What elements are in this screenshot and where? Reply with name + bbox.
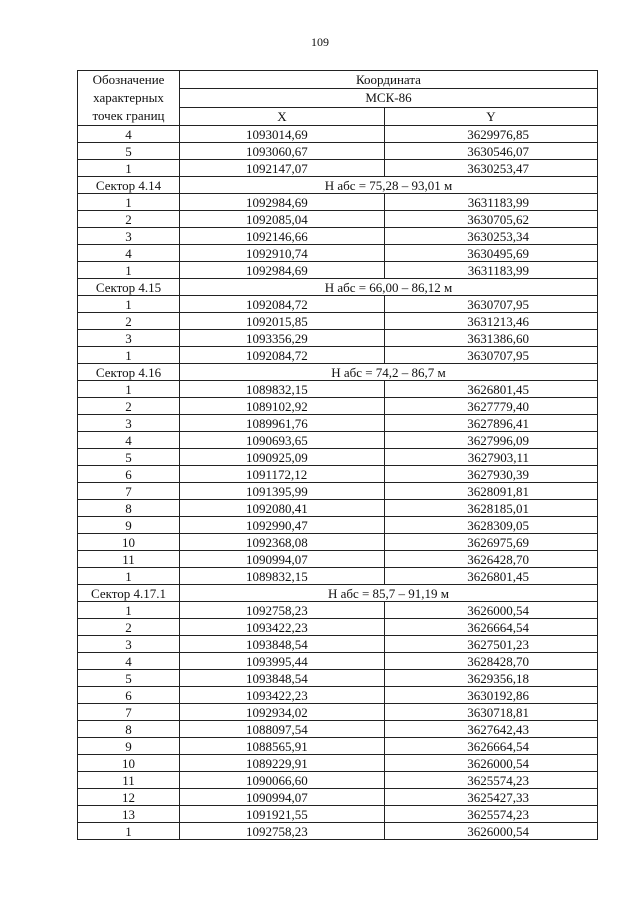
table-row xyxy=(78,823,598,840)
table-row xyxy=(78,211,598,228)
table-row xyxy=(78,296,598,313)
y-coordinate: 3625574,23 xyxy=(385,806,598,823)
table-row xyxy=(78,381,598,398)
x-coordinate: 1091395,99 xyxy=(180,483,385,500)
sector-row xyxy=(78,364,598,381)
point-number: 3 xyxy=(78,636,180,653)
y-coordinate: 3631213,46 xyxy=(385,313,598,330)
x-coordinate: 1088097,54 xyxy=(180,721,385,738)
y-coordinate: 3630253,47 xyxy=(385,160,598,177)
y-coordinate: 3625574,23 xyxy=(385,772,598,789)
y-coordinate: 3630718,81 xyxy=(385,704,598,721)
point-number: 2 xyxy=(78,211,180,228)
x-coordinate: 1092368,08 xyxy=(180,534,385,551)
y-coordinate: 3626664,54 xyxy=(385,738,598,755)
point-number: 1 xyxy=(78,568,180,585)
y-coordinate: 3630192,86 xyxy=(385,687,598,704)
sector-elevation: Н абс = 66,00 – 86,12 м xyxy=(180,279,598,296)
table-row xyxy=(78,500,598,517)
y-coordinate: 3626975,69 xyxy=(385,534,598,551)
sector-name: Сектор 4.17.1 xyxy=(78,585,180,602)
page-number: 109 xyxy=(311,35,329,49)
table-row xyxy=(78,517,598,534)
table-row xyxy=(78,789,598,806)
point-number: 4 xyxy=(78,126,180,143)
y-coordinate: 3631386,60 xyxy=(385,330,598,347)
sector-name: Сектор 4.16 xyxy=(78,364,180,381)
point-number: 9 xyxy=(78,517,180,534)
x-coordinate: 1088565,91 xyxy=(180,738,385,755)
x-coordinate: 1092934,02 xyxy=(180,704,385,721)
x-coordinate: 1089832,15 xyxy=(180,381,385,398)
table-row xyxy=(78,721,598,738)
x-coordinate: 1089229,91 xyxy=(180,755,385,772)
x-coordinate: 1093356,29 xyxy=(180,330,385,347)
y-coordinate: 3627930,39 xyxy=(385,466,598,483)
table-row xyxy=(78,160,598,177)
table-row xyxy=(78,670,598,687)
point-number: 2 xyxy=(78,398,180,415)
point-number: 1 xyxy=(78,347,180,364)
coordinate-system-header: МСК-86 xyxy=(180,89,598,107)
point-number: 12 xyxy=(78,789,180,806)
point-number: 5 xyxy=(78,143,180,160)
x-coordinate: 1090994,07 xyxy=(180,551,385,568)
table-row xyxy=(78,194,598,211)
x-header: X xyxy=(180,107,385,125)
sector-name: Сектор 4.15 xyxy=(78,279,180,296)
sector-elevation: Н абс = 85,7 – 91,19 м xyxy=(180,585,598,602)
point-number: 11 xyxy=(78,772,180,789)
x-coordinate: 1092758,23 xyxy=(180,602,385,619)
table-row xyxy=(78,755,598,772)
x-coordinate: 1092758,23 xyxy=(180,823,385,840)
table-row xyxy=(78,619,598,636)
point-number: 4 xyxy=(78,432,180,449)
table-row xyxy=(78,772,598,789)
table-row xyxy=(78,262,598,279)
point-number: 13 xyxy=(78,806,180,823)
sector-name: Сектор 4.14 xyxy=(78,177,180,194)
y-coordinate: 3628428,70 xyxy=(385,653,598,670)
x-coordinate: 1092085,04 xyxy=(180,211,385,228)
x-coordinate: 1092080,41 xyxy=(180,500,385,517)
point-number: 1 xyxy=(78,262,180,279)
point-number: 4 xyxy=(78,653,180,670)
y-coordinate: 3627779,40 xyxy=(385,398,598,415)
x-coordinate: 1091921,55 xyxy=(180,806,385,823)
x-coordinate: 1090066,60 xyxy=(180,772,385,789)
point-number: 2 xyxy=(78,313,180,330)
point-number: 2 xyxy=(78,619,180,636)
table-row xyxy=(78,143,598,160)
table-row xyxy=(78,534,598,551)
y-coordinate: 3630253,34 xyxy=(385,228,598,245)
y-coordinate: 3625427,33 xyxy=(385,789,598,806)
y-coordinate: 3626801,45 xyxy=(385,381,598,398)
table-row xyxy=(78,415,598,432)
y-coordinate: 3627501,23 xyxy=(385,636,598,653)
x-coordinate: 1093995,44 xyxy=(180,653,385,670)
point-number: 6 xyxy=(78,687,180,704)
point-number: 1 xyxy=(78,823,180,840)
table-row xyxy=(78,636,598,653)
point-number: 5 xyxy=(78,670,180,687)
x-coordinate: 1090925,09 xyxy=(180,449,385,466)
x-coordinate: 1089832,15 xyxy=(180,568,385,585)
x-coordinate: 1092984,69 xyxy=(180,194,385,211)
x-coordinate: 1092015,85 xyxy=(180,313,385,330)
x-coordinate: 1089102,92 xyxy=(180,398,385,415)
x-coordinate: 1093848,54 xyxy=(180,636,385,653)
x-coordinate: 1092084,72 xyxy=(180,347,385,364)
point-label-header: Обозначение характерных точек границ xyxy=(78,71,180,126)
y-header: Y xyxy=(385,107,598,125)
y-coordinate: 3629356,18 xyxy=(385,670,598,687)
coordinate-header: Координата xyxy=(180,71,598,89)
y-coordinate: 3626664,54 xyxy=(385,619,598,636)
x-coordinate: 1093060,67 xyxy=(180,143,385,160)
x-coordinate: 1093848,54 xyxy=(180,670,385,687)
table-row xyxy=(78,432,598,449)
y-coordinate: 3627996,09 xyxy=(385,432,598,449)
x-coordinate: 1090994,07 xyxy=(180,789,385,806)
y-coordinate: 3626000,54 xyxy=(385,602,598,619)
point-number: 7 xyxy=(78,704,180,721)
point-number: 1 xyxy=(78,381,180,398)
table-row xyxy=(78,806,598,823)
y-coordinate: 3626000,54 xyxy=(385,823,598,840)
point-number: 6 xyxy=(78,466,180,483)
table-row xyxy=(78,653,598,670)
x-coordinate: 1091172,12 xyxy=(180,466,385,483)
sector-elevation: Н абс = 74,2 – 86,7 м xyxy=(180,364,598,381)
y-coordinate: 3631183,99 xyxy=(385,262,598,279)
x-coordinate: 1093422,23 xyxy=(180,619,385,636)
table-body xyxy=(78,126,598,840)
y-coordinate: 3627896,41 xyxy=(385,415,598,432)
point-number: 7 xyxy=(78,483,180,500)
table-row xyxy=(78,602,598,619)
point-number: 3 xyxy=(78,415,180,432)
sector-row xyxy=(78,279,598,296)
sector-elevation: Н абс = 75,28 – 93,01 м xyxy=(180,177,598,194)
y-coordinate: 3629976,85 xyxy=(385,126,598,143)
y-coordinate: 3630495,69 xyxy=(385,245,598,262)
y-coordinate: 3628309,05 xyxy=(385,517,598,534)
table-row xyxy=(78,347,598,364)
x-coordinate: 1093422,23 xyxy=(180,687,385,704)
x-coordinate: 1092910,74 xyxy=(180,245,385,262)
x-coordinate: 1092984,69 xyxy=(180,262,385,279)
table-row xyxy=(78,228,598,245)
y-coordinate: 3630707,95 xyxy=(385,296,598,313)
y-coordinate: 3630546,07 xyxy=(385,143,598,160)
y-coordinate: 3630707,95 xyxy=(385,347,598,364)
x-coordinate: 1093014,69 xyxy=(180,126,385,143)
x-coordinate: 1089961,76 xyxy=(180,415,385,432)
point-number: 10 xyxy=(78,755,180,772)
point-number: 10 xyxy=(78,534,180,551)
y-coordinate: 3630705,62 xyxy=(385,211,598,228)
point-number: 5 xyxy=(78,449,180,466)
point-number: 3 xyxy=(78,228,180,245)
x-coordinate: 1092146,66 xyxy=(180,228,385,245)
table-header xyxy=(78,71,598,126)
table-row xyxy=(78,398,598,415)
y-coordinate: 3626801,45 xyxy=(385,568,598,585)
x-coordinate: 1092084,72 xyxy=(180,296,385,313)
table-row xyxy=(78,483,598,500)
table-row xyxy=(78,687,598,704)
point-number: 3 xyxy=(78,330,180,347)
point-number: 8 xyxy=(78,721,180,738)
point-number: 4 xyxy=(78,245,180,262)
point-number: 11 xyxy=(78,551,180,568)
point-number: 1 xyxy=(78,160,180,177)
sector-row xyxy=(78,585,598,602)
table-row xyxy=(78,313,598,330)
y-coordinate: 3627903,11 xyxy=(385,449,598,466)
x-coordinate: 1092147,07 xyxy=(180,160,385,177)
table-row xyxy=(78,449,598,466)
table-row xyxy=(78,568,598,585)
x-coordinate: 1090693,65 xyxy=(180,432,385,449)
point-number: 8 xyxy=(78,500,180,517)
y-coordinate: 3628091,81 xyxy=(385,483,598,500)
sector-row xyxy=(78,177,598,194)
y-coordinate: 3628185,01 xyxy=(385,500,598,517)
y-coordinate: 3626428,70 xyxy=(385,551,598,568)
coordinates-table xyxy=(77,70,598,840)
table-row xyxy=(78,126,598,143)
point-number: 1 xyxy=(78,602,180,619)
table-row xyxy=(78,738,598,755)
table-row xyxy=(78,466,598,483)
x-coordinate: 1092990,47 xyxy=(180,517,385,534)
y-coordinate: 3631183,99 xyxy=(385,194,598,211)
point-number: 9 xyxy=(78,738,180,755)
table-row xyxy=(78,245,598,262)
table-row xyxy=(78,704,598,721)
table-row xyxy=(78,330,598,347)
point-number: 1 xyxy=(78,194,180,211)
y-coordinate: 3626000,54 xyxy=(385,755,598,772)
y-coordinate: 3627642,43 xyxy=(385,721,598,738)
point-number: 1 xyxy=(78,296,180,313)
table-row xyxy=(78,551,598,568)
